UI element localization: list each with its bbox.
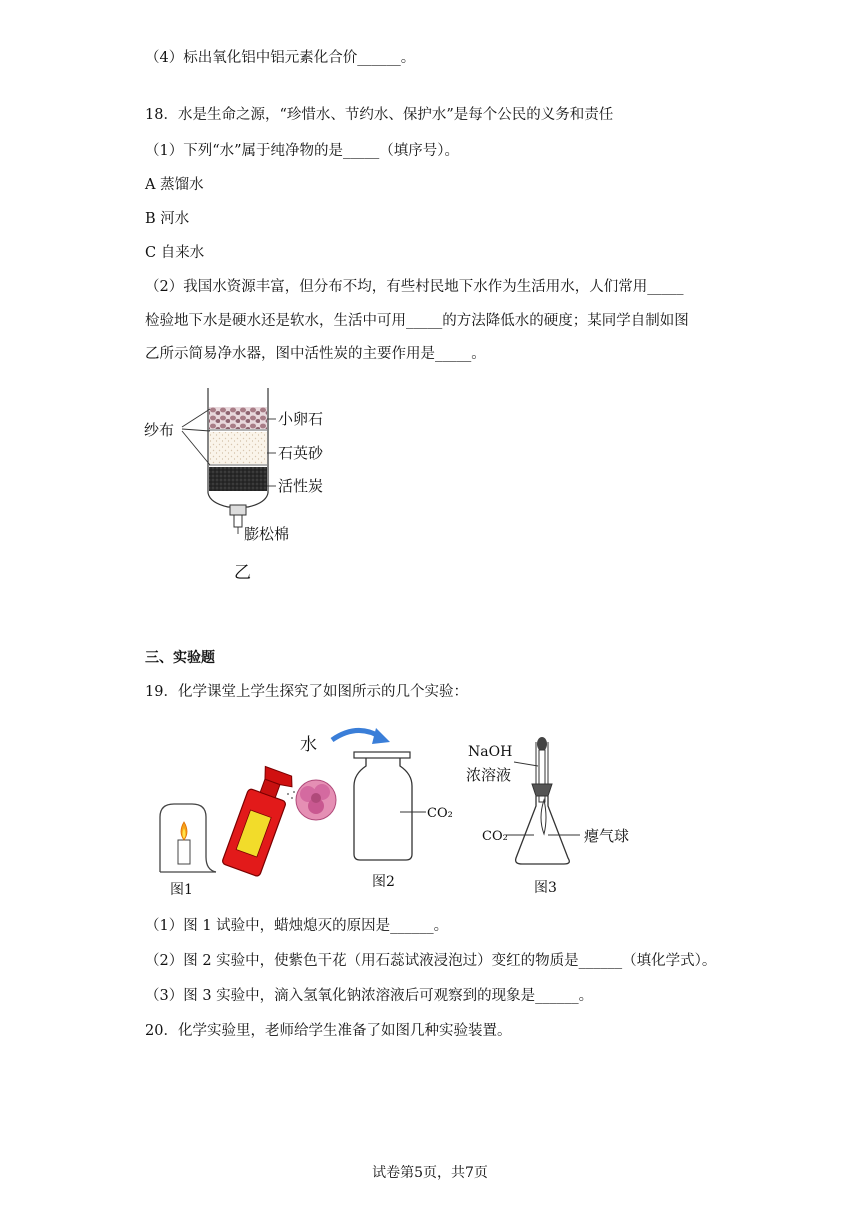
experiments-figure (150, 722, 650, 902)
pebble-layer (209, 407, 267, 429)
label-deflated-balloon: 瘪气球 (584, 827, 630, 845)
label-cotton: 膨松棉 (244, 525, 290, 543)
q18-part2-line1: （2）我国水资源丰富，但分布不均，有些村民地下水作为生活用水，人们常用_____ (145, 279, 684, 295)
carbon-layer (209, 467, 267, 491)
figure3-flask (466, 737, 629, 896)
q18-part1: （1）下列“水”属于纯净物的是_____（填序号）。 (145, 143, 460, 159)
deflated-balloon (541, 800, 546, 834)
section-heading-experiment: 三、实验题 (145, 650, 215, 666)
caption-figure3: 图3 (534, 880, 557, 896)
figure2-gas-jar (354, 752, 453, 890)
q18-part2-line3: 乙所示简易净水器，图中活性炭的主要作用是_____。 (145, 346, 486, 362)
label-co2-figure2: CO₂ (427, 806, 453, 821)
q18-part2-line2: 检验地下水是硬水还是软水，生活中可用_____的方法降低水的硬度；某同学自制如图 (145, 313, 689, 329)
label-sand: 石英砂 (278, 444, 324, 462)
label-pebbles: 小卵石 (278, 410, 324, 428)
label-carbon: 活性炭 (278, 477, 324, 495)
q18-option-b: B 河水 (145, 211, 190, 227)
q19-part3: （3）图 3 实验中，滴入氢氧化钠浓溶液后可观察到的现象是______。 (145, 988, 594, 1004)
label-co2-figure3: CO₂ (482, 829, 508, 844)
q19-part1: （1）图 1 试验中，蜡烛熄灭的原因是______。 (145, 918, 449, 934)
sand-layer (209, 432, 267, 464)
spray-bottle (222, 764, 299, 877)
purple-flower (296, 780, 336, 820)
q19-stem: 19．化学课堂上学生探究了如图所示的几个实验： (145, 684, 468, 700)
label-naoh-solution: 浓溶液 (466, 766, 512, 784)
q17-part4: （4）标出氧化铝中铝元素化合价______。 (145, 50, 416, 66)
arrow-icon (372, 728, 390, 744)
label-gauze: 纱布 (144, 421, 175, 439)
q18-stem: 18．水是生命之源，“珍惜水、节约水、保护水”是每个公民的义务和责任 (145, 107, 614, 123)
q20-stem: 20．化学实验里，老师给学生准备了如图几种实验装置。 (145, 1023, 512, 1039)
label-naoh: NaOH (468, 744, 513, 760)
figure1-candle (160, 804, 216, 898)
label-water: 水 (300, 735, 317, 755)
caption-figure1: 图1 (170, 882, 193, 898)
water-filter-figure (140, 383, 340, 583)
page-footer: 试卷第5页，共7页 (372, 1165, 488, 1181)
q18-option-a: A 蒸馏水 (145, 177, 204, 193)
q18-option-c: C 自来水 (145, 245, 205, 261)
q19-part2: （2）图 2 实验中，使紫色干花（用石蕊试液浸泡过）变红的物质是______（填化学式）。 (145, 953, 717, 969)
caption-yi: 乙 (234, 563, 251, 583)
caption-figure2: 图2 (372, 874, 395, 890)
